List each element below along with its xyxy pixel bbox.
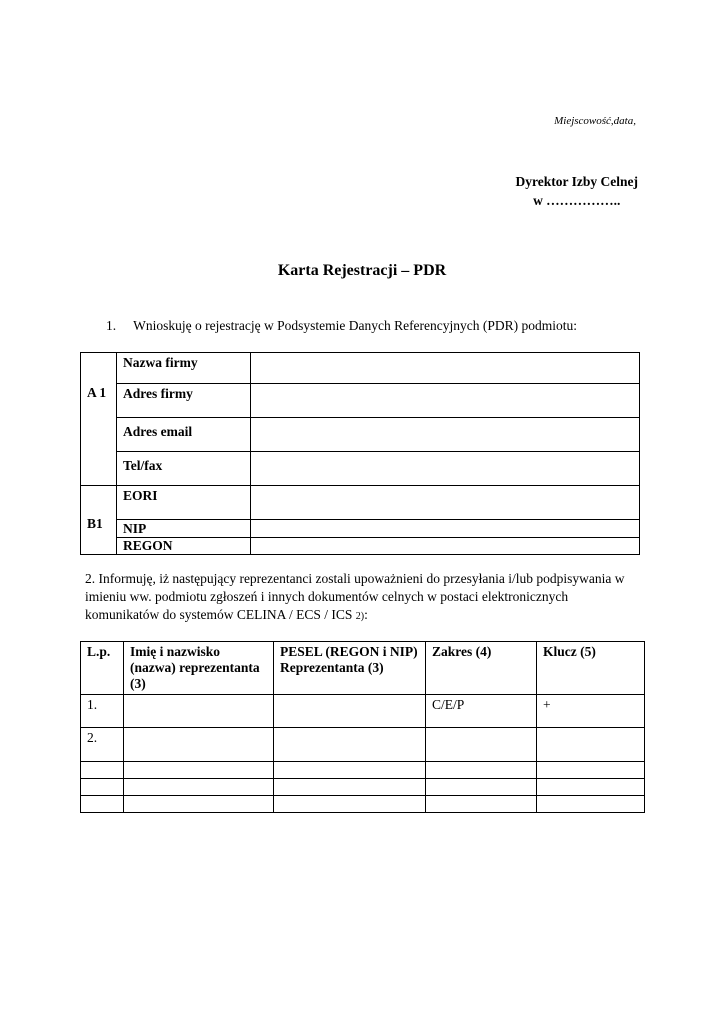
- label-email: Adres email: [117, 418, 251, 452]
- header-scope: Zakres (4): [426, 642, 537, 695]
- row4-scope[interactable]: [426, 779, 537, 796]
- row2-name[interactable]: [124, 728, 274, 762]
- row3-name[interactable]: [124, 762, 274, 779]
- row5-scope[interactable]: [426, 796, 537, 813]
- section-code-a1: A 1: [81, 353, 117, 486]
- section1-paragraph: [106, 318, 577, 334]
- row1-lp: 1.: [81, 695, 124, 728]
- representatives-table: [80, 641, 645, 813]
- label-eori: EORI: [117, 486, 251, 520]
- section2-suffix: :: [364, 607, 368, 622]
- row5-name[interactable]: [124, 796, 274, 813]
- addressee-block: [516, 172, 638, 210]
- row5-key[interactable]: [537, 796, 645, 813]
- company-data-table: [80, 352, 640, 555]
- field-eori[interactable]: [251, 486, 640, 520]
- row1-scope[interactable]: C/E/P: [426, 695, 537, 728]
- row1-key[interactable]: +: [537, 695, 645, 728]
- field-nip[interactable]: [251, 520, 640, 538]
- label-regon: REGON: [117, 538, 251, 555]
- row2-pesel[interactable]: [274, 728, 426, 762]
- section2-paragraph: [85, 570, 645, 626]
- field-regon[interactable]: [251, 538, 640, 555]
- section-code-b1: B1: [81, 486, 117, 555]
- row4-key[interactable]: [537, 779, 645, 796]
- row5-pesel[interactable]: [274, 796, 426, 813]
- section2-footnote: 2): [355, 611, 365, 622]
- document-title: Karta Rejestracji – PDR: [277, 262, 447, 279]
- label-nip: NIP: [117, 520, 251, 538]
- row2-key[interactable]: [537, 728, 645, 762]
- section2-text: 2. Informuję, iż następujący reprezentanci zostali upoważnieni do przesyłania i/lub podpisywania w imieniu ww. podmiotu zgłoszeń i innych dokumentów celnych w postaci elektronicznych komunikatów do systemów CELINA / ECS / ICS: [85, 571, 625, 622]
- header-pesel: PESEL (REGON i NIP) Reprezentanta (3): [274, 642, 426, 695]
- row2-scope[interactable]: [426, 728, 537, 762]
- addressee-line2: w ……………..: [533, 193, 621, 208]
- row4-lp: [81, 779, 124, 796]
- row4-name[interactable]: [124, 779, 274, 796]
- row3-pesel[interactable]: [274, 762, 426, 779]
- header-key: Klucz (5): [537, 642, 645, 695]
- row4-pesel[interactable]: [274, 779, 426, 796]
- place-date: Miejscowość,data,: [554, 115, 636, 127]
- label-company-name: Nazwa firmy: [117, 353, 251, 384]
- field-phone-fax[interactable]: [251, 452, 640, 486]
- row3-key[interactable]: [537, 762, 645, 779]
- field-company-address[interactable]: [251, 384, 640, 418]
- section1-number: 1.: [106, 318, 117, 333]
- row1-name[interactable]: [124, 695, 274, 728]
- field-email[interactable]: [251, 418, 640, 452]
- header-name: Imię i nazwisko (nazwa) reprezentanta (3): [124, 642, 274, 695]
- row5-lp: [81, 796, 124, 813]
- label-company-address: Adres firmy: [117, 384, 251, 418]
- label-phone-fax: Tel/fax: [117, 452, 251, 486]
- field-company-name[interactable]: [251, 353, 640, 384]
- row3-scope[interactable]: [426, 762, 537, 779]
- section1-text: Wnioskuję o rejestrację w Podsystemie Danych Referencyjnych (PDR) podmiotu:: [133, 318, 578, 333]
- addressee-line1: Dyrektor Izby Celnej: [515, 174, 638, 189]
- header-lp: L.p.: [81, 642, 124, 695]
- row3-lp: [81, 762, 124, 779]
- row1-pesel[interactable]: [274, 695, 426, 728]
- row2-lp: 2.: [81, 728, 124, 762]
